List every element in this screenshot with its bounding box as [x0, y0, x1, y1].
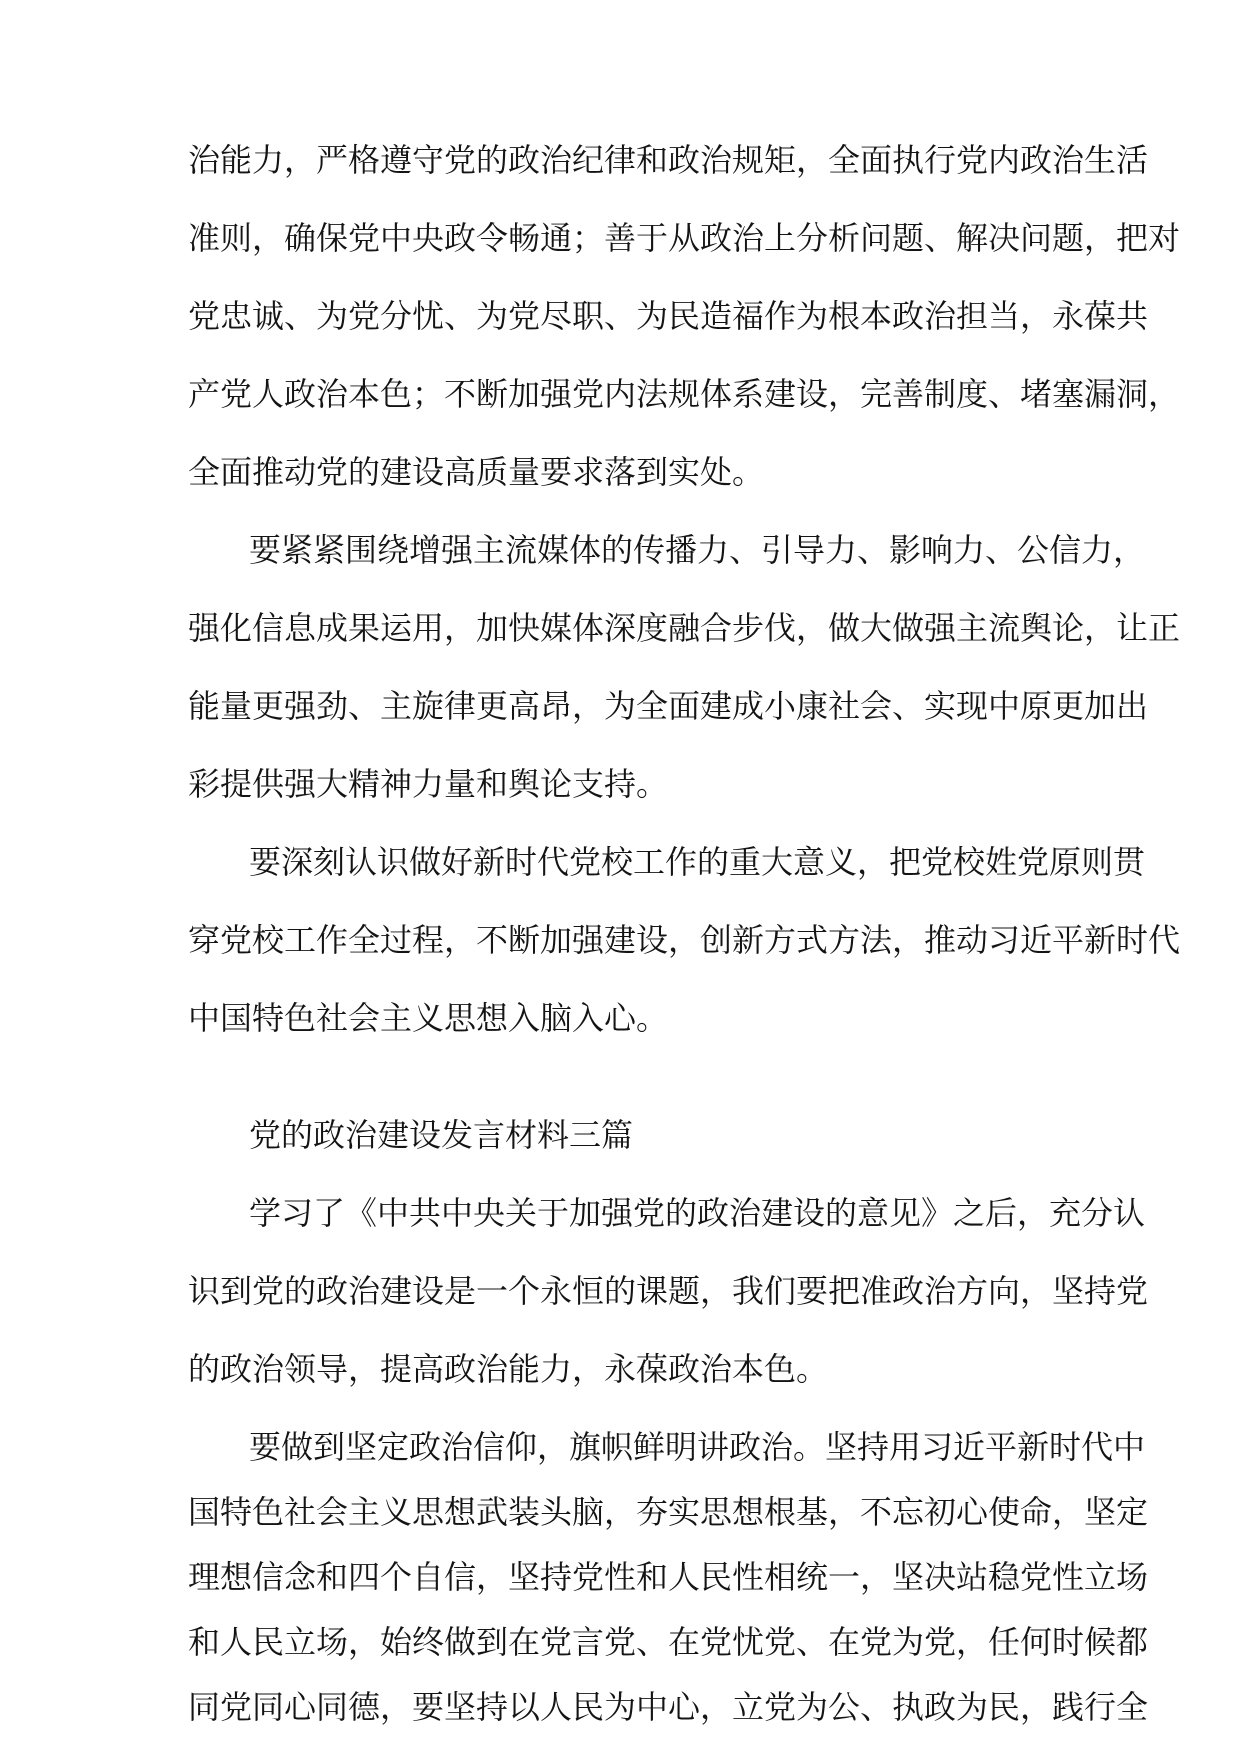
paragraph-1-line-3: 党忠诚、为党分忧、为党尽职、为民造福作为根本政治担当，永葆共	[188, 297, 1149, 335]
paragraph-5-line-2: 国特色社会主义思想武装头脑，夯实思想根基，不忘初心使命，坚定	[188, 1493, 1149, 1531]
paragraph-1-line-4: 产党人政治本色；不断加强党内法规体系建设，完善制度、堵塞漏洞，	[188, 375, 1181, 413]
paragraph-4-line-1: 学习了《中共中央关于加强党的政治建设的意见》之后，充分认	[249, 1194, 1146, 1232]
paragraph-3-line-2: 穿党校工作全过程，不断加强建设，创新方式方法，推动习近平新时代	[188, 921, 1181, 959]
paragraph-2-line-1: 要紧紧围绕增强主流媒体的传播力、引导力、影响力、公信力，	[249, 531, 1146, 569]
section-title: 党的政治建设发言材料三篇	[249, 1116, 634, 1154]
paragraph-4-line-3: 的政治领导，提高政治能力，永葆政治本色。	[188, 1350, 829, 1388]
paragraph-2-line-4: 彩提供强大精神力量和舆论支持。	[188, 765, 669, 803]
paragraph-1-line-2: 准则，确保党中央政令畅通；善于从政治上分析问题、解决问题，把对	[188, 219, 1181, 257]
paragraph-5-line-4: 和人民立场，始终做到在党言党、在党忧党、在党为党，任何时候都	[188, 1623, 1149, 1661]
paragraph-5-line-3: 理想信念和四个自信，坚持党性和人民性相统一，坚决站稳党性立场	[188, 1558, 1149, 1596]
paragraph-5-line-5: 同党同心同德，要坚持以人民为中心，立党为公、执政为民，践行全	[188, 1688, 1149, 1726]
paragraph-2-line-2: 强化信息成果运用，加快媒体深度融合步伐，做大做强主流舆论，让正	[188, 609, 1181, 647]
paragraph-1-line-1: 治能力，严格遵守党的政治纪律和政治规矩，全面执行党内政治生活	[188, 141, 1149, 179]
paragraph-1-line-5: 全面推动党的建设高质量要求落到实处。	[188, 453, 765, 491]
paragraph-4-line-2: 识到党的政治建设是一个永恒的课题，我们要把准政治方向，坚持党	[188, 1272, 1149, 1310]
paragraph-2-line-3: 能量更强劲、主旋律更高昂，为全面建成小康社会、实现中原更加出	[188, 687, 1149, 725]
paragraph-5-line-1: 要做到坚定政治信仰，旗帜鲜明讲政治。坚持用习近平新时代中	[249, 1428, 1146, 1466]
paragraph-3-line-1: 要深刻认识做好新时代党校工作的重大意义，把党校姓党原则贯	[249, 843, 1146, 881]
paragraph-3-line-3: 中国特色社会主义思想入脑入心。	[188, 999, 669, 1037]
